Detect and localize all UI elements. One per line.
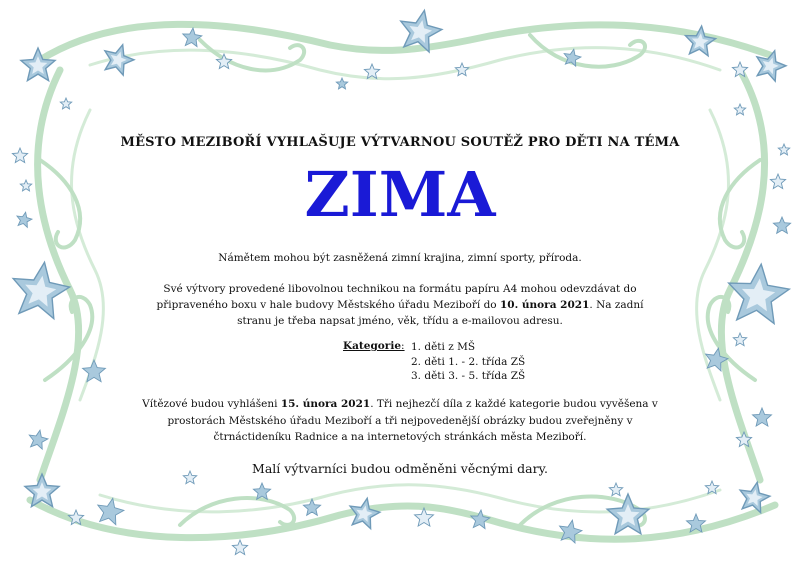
winners-text: Vítězové budou vyhlášeni <box>142 398 281 410</box>
categories-colon: : <box>401 340 405 352</box>
category-item: 1. děti z MŠ <box>411 341 476 353</box>
submission-deadline: 10. února 2021 <box>499 299 590 311</box>
submission-paragraph <box>150 281 650 329</box>
categories-label: Kategorie <box>343 340 402 352</box>
category-item: 2. děti 1. - 2. třída ZŠ <box>411 355 526 368</box>
prizes-note: Malí výtvarníci budou odměněni věcnými dary. <box>252 461 548 476</box>
winners-paragraph <box>140 396 660 446</box>
theme-paragraph: Námětem mohou být zasněžená zimní krajina, zimní sporty, příroda. <box>218 252 582 264</box>
submission-text-end: . Na zadní stranu je třeba napsat jméno, věk, třídu a e-mailovou adresu. <box>237 299 644 327</box>
announcement-heading: MĚSTO MEZIBOŘÍ VYHLAŠUJE VÝTVARNOU SOUTĚŽ PRO DĚTI NA TÉMA <box>120 135 680 150</box>
categories-list <box>411 340 525 384</box>
winners-text-end: . Tři nejhezčí díla z každé kategorie budou vyvěšena v prostorách Městského úřadu Meziboří a tři nejpovedenější obrázky budou zveřejněny v čtrnáctideníku Radnice a na internetových stránkách města Meziboří. <box>167 398 658 443</box>
winners-date: 15. února 2021 <box>280 398 371 410</box>
submission-text: Své výtvory provedené libovolnou technikou na formátu papíru A4 mohou odevzdávat do připraveného boxu v hale budovy Městského úřadu Meziboří do <box>156 283 637 311</box>
category-item: 3. děti 3. - 5. třída ZŠ <box>411 370 526 382</box>
contest-title: ZIMA <box>304 158 496 231</box>
